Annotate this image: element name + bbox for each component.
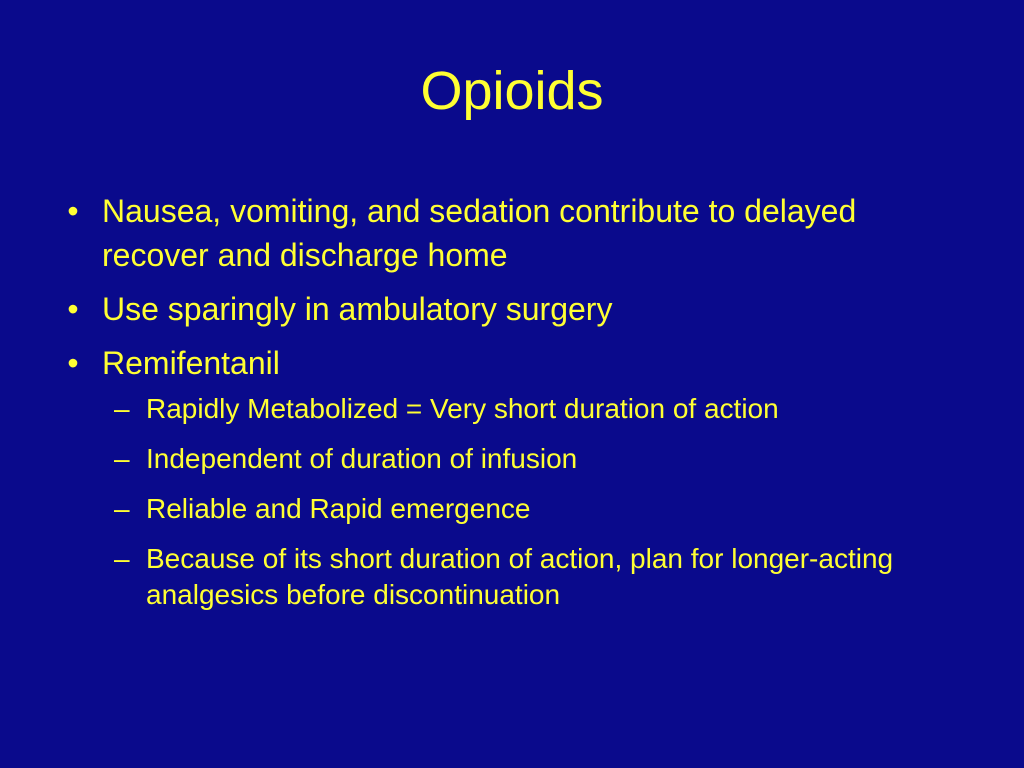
bullet-list xyxy=(58,189,958,627)
bullet-item xyxy=(58,189,958,277)
sub-bullet-list xyxy=(102,391,958,613)
dash-marker: – xyxy=(114,493,130,524)
sub-bullet-item xyxy=(102,541,958,613)
dash-marker: – xyxy=(114,393,130,424)
sub-bullet-text: Reliable and Rapid emergence xyxy=(146,493,531,524)
bullet-marker: • xyxy=(67,193,79,229)
sub-bullet-item xyxy=(102,441,958,477)
slide-title: Opioids xyxy=(420,61,604,121)
sub-bullet-item xyxy=(102,391,958,427)
bullet-item xyxy=(58,341,958,613)
bullet-item xyxy=(58,287,958,331)
bullet-marker: • xyxy=(67,291,79,327)
bullet-text: Nausea, vomiting, and sedation contribute to delayed recover and discharge home xyxy=(102,193,857,273)
sub-bullet-text: Independent of duration of infusion xyxy=(146,443,578,474)
bullet-marker: • xyxy=(67,345,79,381)
sub-bullet-item xyxy=(102,491,958,527)
dash-marker: – xyxy=(114,443,130,474)
bullet-text: Use sparingly in ambulatory surgery xyxy=(102,291,613,327)
dash-marker: – xyxy=(114,543,130,574)
sub-bullet-text: Rapidly Metabolized = Very short duration of action xyxy=(146,393,779,424)
sub-bullet-text: Because of its short duration of action, plan for longer-acting analgesics before discontinuation xyxy=(146,543,894,610)
bullet-text: Remifentanil xyxy=(102,345,280,381)
